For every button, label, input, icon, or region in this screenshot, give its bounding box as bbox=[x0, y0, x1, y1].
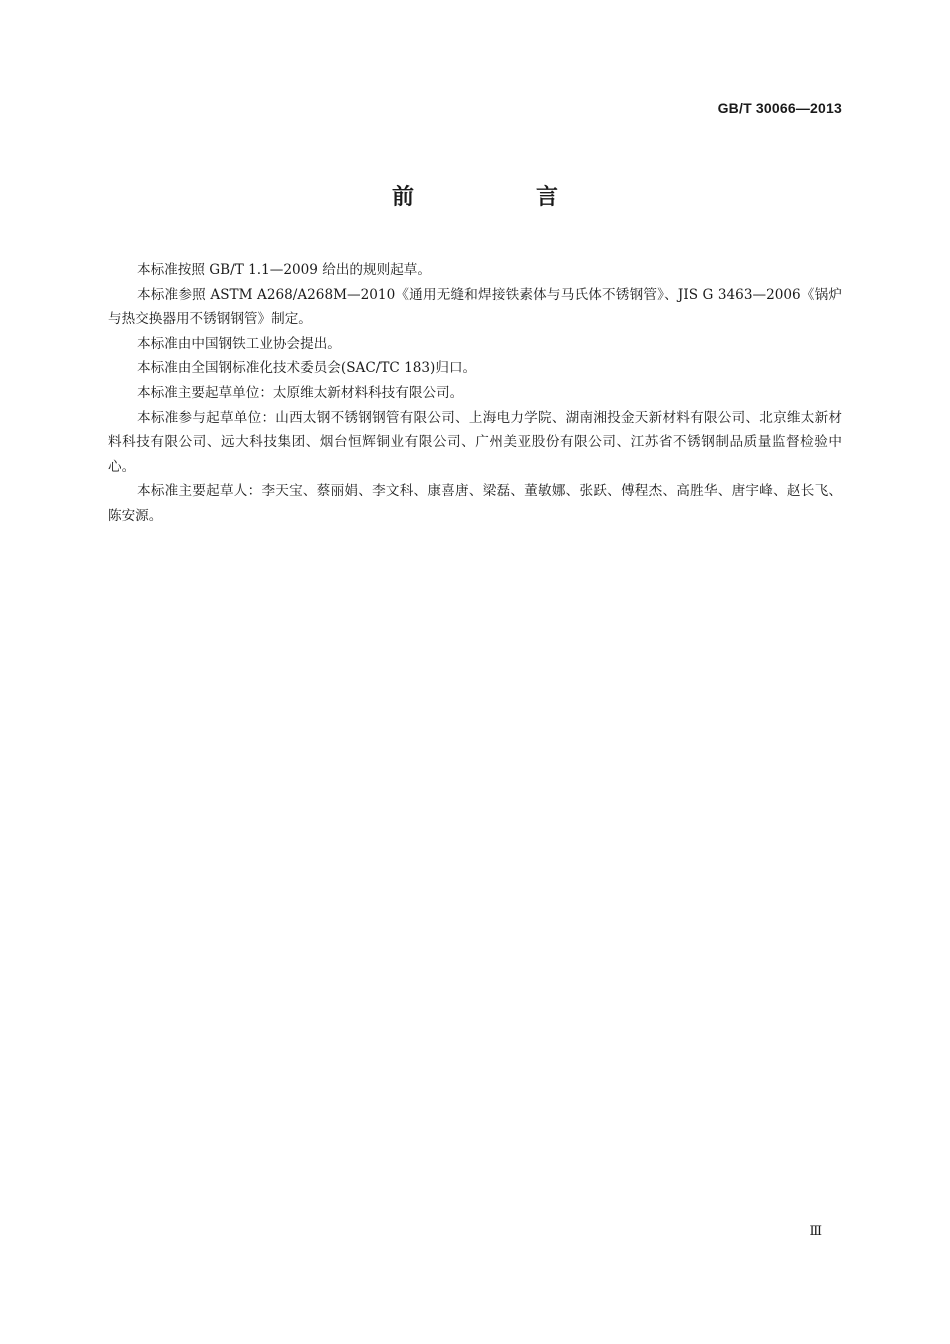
paragraph-main-drafters: 本标准主要起草人：李天宝、蔡丽娟、李文科、康喜唐、梁磊、董敏娜、张跃、傅程杰、高胜华、唐宇峰、赵长飞、陈安源。 bbox=[108, 483, 842, 524]
paragraph-references: 本标准参照 ASTM A268/A268M—2010《通用无缝和焊接铁素体与马氏体不锈钢管》、JIS G 3463—2006《锅炉与热交换器用不锈钢钢管》制定。 bbox=[108, 286, 842, 328]
page-number: Ⅲ bbox=[809, 1224, 822, 1239]
foreword-body bbox=[108, 258, 842, 529]
page-title: 前 言 bbox=[391, 185, 608, 210]
paragraph-participating-units: 本标准参与起草单位：山西太钢不锈钢钢管有限公司、上海电力学院、湖南湘投金天新材料有限公司、北京维太新材料科技有限公司、远大科技集团、烟台恒辉铜业有限公司、广州美亚股份有限公司、江苏省不锈钢制品质量监督检验中心。 bbox=[108, 409, 842, 475]
standard-code: GB/T 30066—2013 bbox=[717, 100, 842, 116]
paragraph-main-drafting-unit: 本标准主要起草单位：太原维太新材料科技有限公司。 bbox=[137, 384, 464, 401]
paragraph-administrator: 本标准由全国钢标准化技术委员会(SAC/TC 183)归口。 bbox=[137, 360, 477, 377]
paragraph-proposer: 本标准由中国钢铁工业协会提出。 bbox=[137, 335, 341, 352]
paragraph-drafting-rules: 本标准按照 GB/T 1.1—2009 给出的规则起草。 bbox=[137, 262, 431, 278]
